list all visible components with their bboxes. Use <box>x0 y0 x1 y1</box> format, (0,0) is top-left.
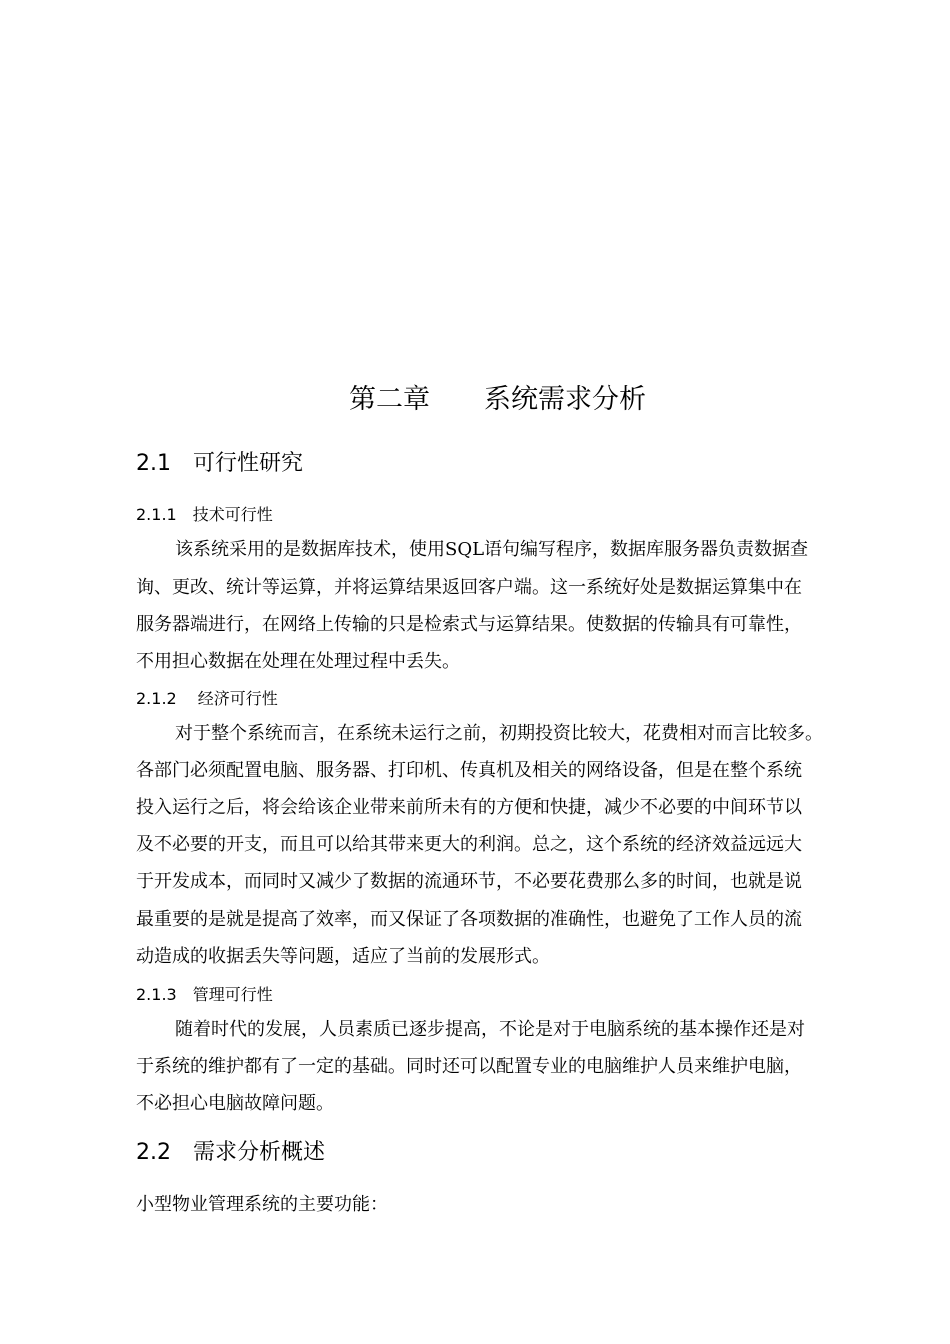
paragraph-line: 小型物业管理系统的主要功能： <box>136 1194 388 1215</box>
paragraph-line: 投入运行之后，将会给该企业带来前所未有的方便和快捷，减少不必要的中间环节以 <box>136 797 802 818</box>
paragraph-line: 及不必要的开支，而且可以给其带来更大的利润。总之，这个系统的经济效益远远大 <box>136 834 802 855</box>
chapter-title: 第二章 系统需求分析 <box>349 384 646 415</box>
paragraph-line: 询、更改、统计等运算，并将运算结果返回客户端。这一系统好处是数据运算集中在 <box>136 577 802 598</box>
subsection-heading-2-1-1: 2.1.1 技术可行性 <box>136 505 273 524</box>
subsection-heading-2-1-2: 2.1.2 经济可行性 <box>136 689 278 708</box>
section-heading-2-1: 2.1 可行性研究 <box>136 451 303 476</box>
paragraph-line: 于开发成本，而同时又减少了数据的流通环节，不必要花费那么多的时间，也就是说 <box>136 871 802 892</box>
paragraph-line: 各部门必须配置电脑、服务器、打印机、传真机及相关的网络设备，但是在整个系统 <box>136 760 802 781</box>
paragraph-line: 动造成的收据丢失等问题，适应了当前的发展形式。 <box>136 946 550 967</box>
paragraph-line: 最重要的是就是提高了效率，而又保证了各项数据的准确性，也避免了工作人员的流 <box>136 909 802 930</box>
section-heading-2-2: 2.2 需求分析概述 <box>136 1140 325 1165</box>
paragraph-line: 于系统的维护都有了一定的基础。同时还可以配置专业的电脑维护人员来维护电脑， <box>136 1056 802 1077</box>
paragraph-line: 该系统采用的是数据库技术，使用SQL语句编写程序，数据库服务器负责数据查 <box>175 539 809 560</box>
subsection-heading-2-1-3: 2.1.3 管理可行性 <box>136 985 273 1004</box>
paragraph-line: 服务器端进行，在网络上传输的只是检索式与运算结果。使数据的传输具有可靠性， <box>136 614 802 635</box>
paragraph-line: 随着时代的发展，人员素质已逐步提高，不论是对于电脑系统的基本操作还是对 <box>175 1019 805 1040</box>
paragraph-line: 不必担心电脑故障问题。 <box>136 1093 334 1114</box>
paragraph-line: 不用担心数据在处理在处理过程中丢失。 <box>136 651 460 672</box>
paragraph-line: 对于整个系统而言，在系统未运行之前，初期投资比较大，花费相对而言比较多。 <box>175 723 823 744</box>
